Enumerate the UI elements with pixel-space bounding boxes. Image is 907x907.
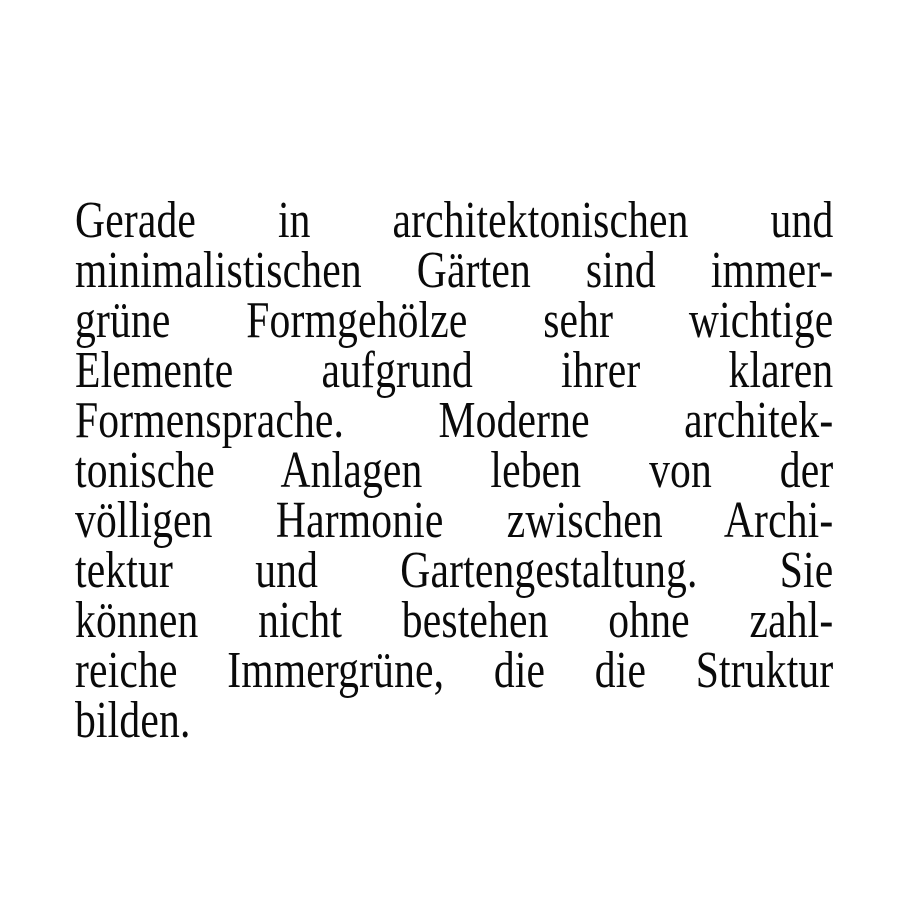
text-line: Formensprache. Moderne architek- (75, 392, 834, 449)
text-line: grüne Formgehölze sehr wichtige (75, 292, 834, 349)
text-line-last: bilden. (75, 692, 191, 749)
text-line: minimalistischen Gärten sind immer- (75, 242, 834, 299)
text-line: tonische Anlagen leben von der (75, 442, 834, 499)
text-line: tektur und Gartengestaltung. Sie (75, 542, 834, 599)
text-line: Elemente aufgrund ihrer klaren (75, 342, 834, 399)
text-line: können nicht bestehen ohne zahl- (75, 592, 834, 649)
text-line: Gerade in architektonischen und (75, 192, 834, 249)
paragraph-text-block (75, 192, 834, 749)
text-line: völligen Harmonie zwischen Archi- (75, 492, 834, 549)
text-line: reiche Immergrüne, die die Struktur (75, 642, 834, 699)
